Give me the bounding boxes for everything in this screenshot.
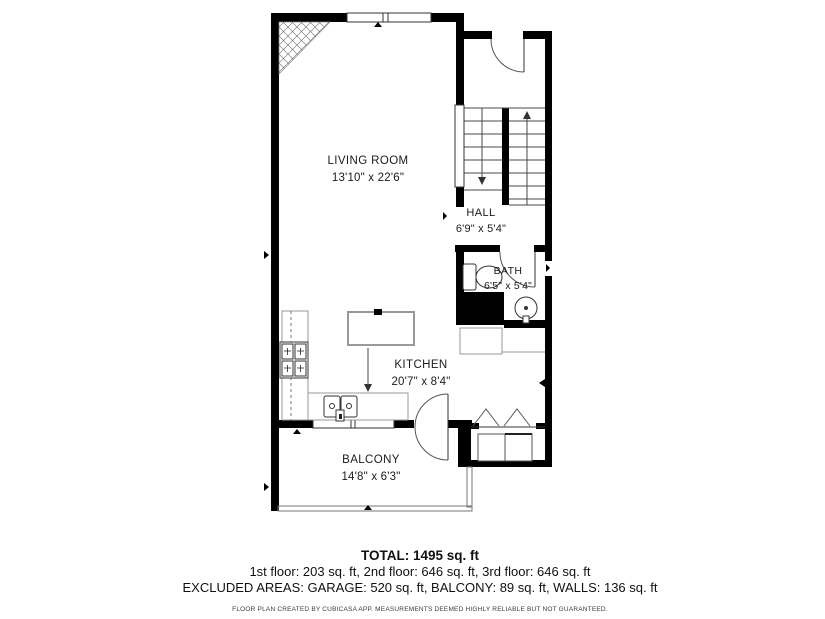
clearance-arrow-icon xyxy=(364,348,372,392)
room-dimensions: 6'9" x 5'4" xyxy=(455,223,507,235)
kitchen-window-icon xyxy=(313,420,394,428)
entry-door-icon xyxy=(491,39,524,72)
open-to-below-hatch-icon xyxy=(279,22,330,74)
room-dimensions: 13'10" x 22'6" xyxy=(331,172,405,184)
room-dimensions: 20'7" x 8'4" xyxy=(391,376,451,388)
washer-dryer-icon xyxy=(478,434,532,461)
stove-icon xyxy=(280,342,308,378)
room-label-living-room xyxy=(327,153,408,187)
bath-sink-icon xyxy=(515,297,537,323)
balcony-door-icon xyxy=(415,394,448,460)
bifold-doors-icon xyxy=(471,409,545,427)
floor-areas-text: 1st floor: 203 sq. ft, 2nd floor: 646 sq. ft, 3rd floor: 646 sq. ft xyxy=(249,564,591,579)
room-name: HALL xyxy=(466,207,496,219)
living-room-window-icon xyxy=(347,13,431,22)
room-name: BATH xyxy=(493,265,523,277)
excluded-areas-text: EXCLUDED AREAS: GARAGE: 520 sq. ft, BALCONY: 89 sq. ft, WALLS: 136 sq. ft xyxy=(182,580,658,595)
room-name: KITCHEN xyxy=(394,359,448,371)
room-label-balcony xyxy=(341,452,400,486)
room-dimensions: 6'5" x 5'4" xyxy=(483,280,533,292)
room-name: LIVING ROOM xyxy=(327,155,409,167)
kitchen-sink-icon xyxy=(324,396,357,421)
room-label-bath xyxy=(484,264,532,294)
kitchen-island-icon xyxy=(348,309,414,345)
area-summary xyxy=(0,548,825,613)
room-name: BALCONY xyxy=(342,454,400,466)
disclaimer-text: FLOOR PLAN CREATED BY CUBICASA APP. MEASUREMENTS DEEMED HIGHLY RELIABLE BUT NOT GUARANTEED. xyxy=(232,606,608,613)
stairs-icon xyxy=(455,105,545,205)
fridge-icon xyxy=(460,328,545,354)
total-area-text: TOTAL: 1495 sq. ft xyxy=(360,548,480,563)
room-dimensions: 14'8" x 6'3" xyxy=(341,471,401,483)
room-label-kitchen xyxy=(391,357,450,391)
room-label-hall xyxy=(456,205,506,237)
